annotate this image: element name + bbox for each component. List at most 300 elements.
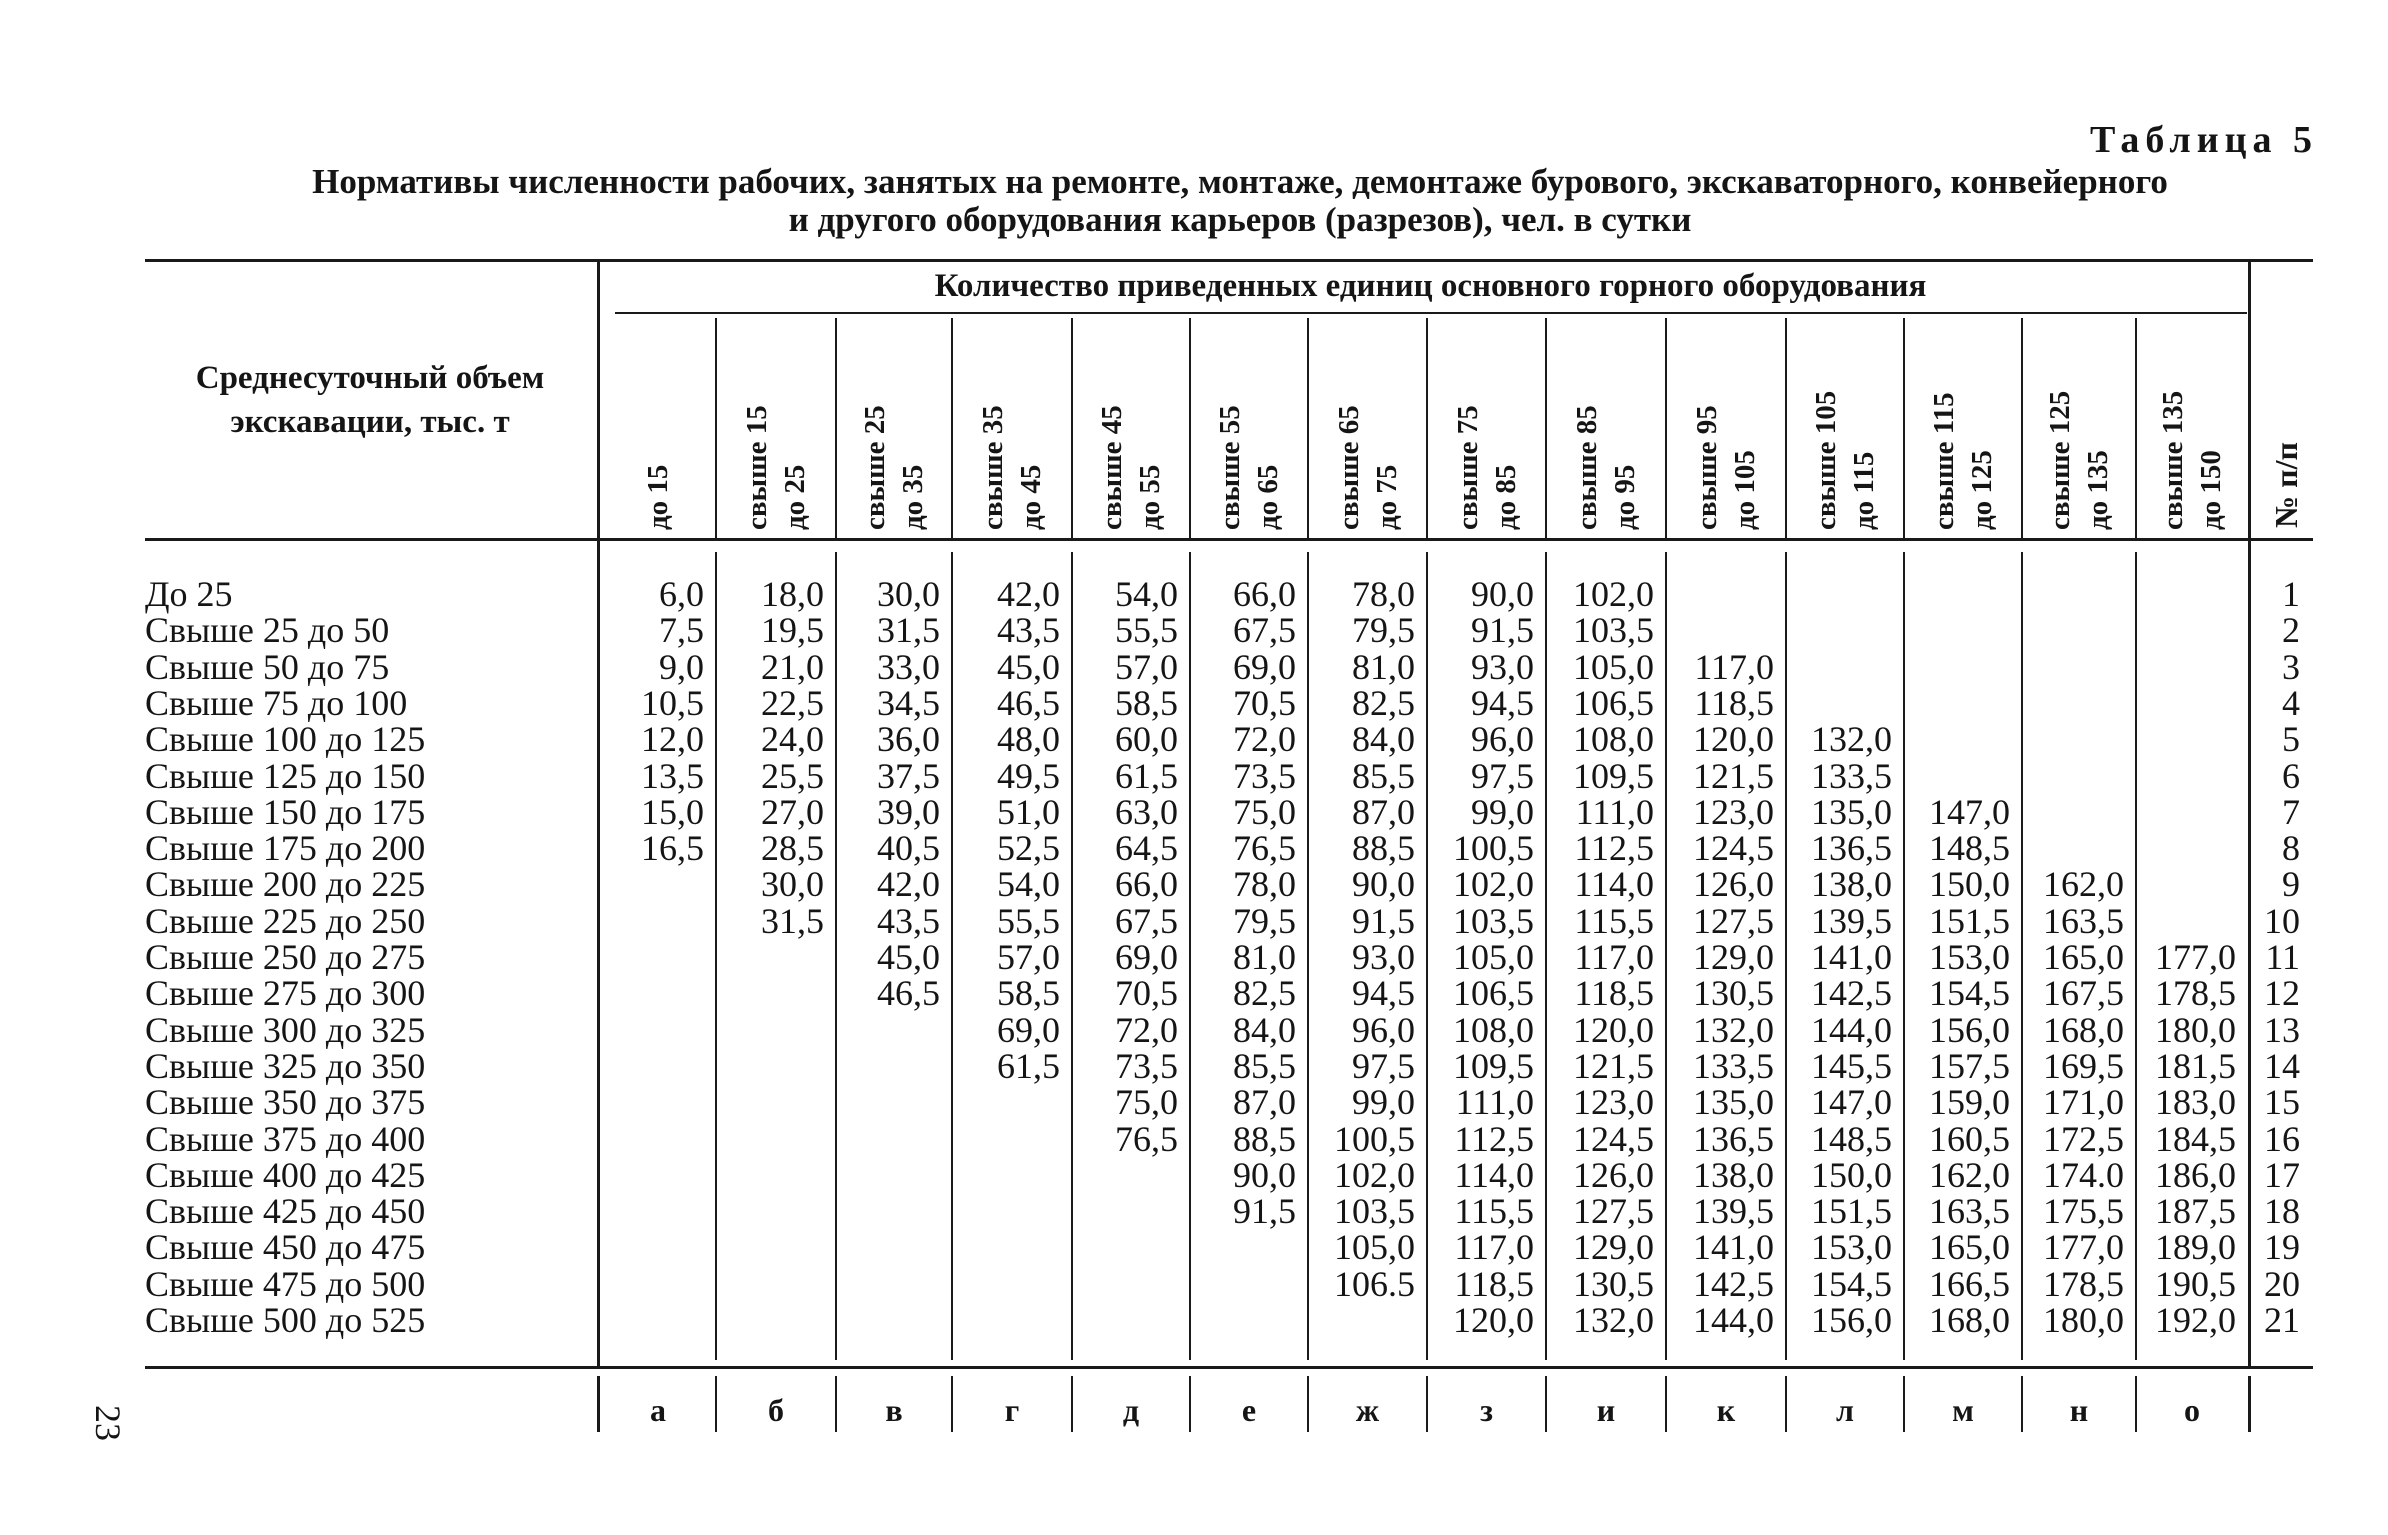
table-cell: 168,0 (2043, 1009, 2124, 1050)
table-cell: 105,0 (1573, 646, 1654, 687)
table-cell: 138,0 (1693, 1154, 1774, 1195)
table-cell: 136,5 (1693, 1118, 1774, 1159)
table-cell: 99,0 (1471, 791, 1534, 832)
table-cell: 70,5 (1115, 973, 1178, 1014)
column-header-line2: до 135 (2082, 450, 2114, 530)
table-cell: 135,0 (1811, 791, 1892, 832)
table-cell: 13,5 (641, 755, 704, 796)
table-cell: 12,0 (641, 719, 704, 760)
table-cell: 96,0 (1352, 1009, 1415, 1050)
table-cell: 66,0 (1115, 864, 1178, 905)
table-cell: 109,5 (1573, 755, 1654, 796)
rule-under-header (145, 538, 2313, 541)
table-cell: 120,0 (1573, 1009, 1654, 1050)
column-header-line1: свыше 85 (1571, 405, 1603, 530)
table-cell: 46,5 (997, 682, 1060, 723)
table-cell: 108,0 (1573, 719, 1654, 760)
column-letter: а (650, 1392, 666, 1428)
table-cell: 94,5 (1471, 682, 1534, 723)
rule-left-of-numbers (2248, 262, 2251, 1367)
table-cell: 163,5 (1929, 1191, 2010, 1232)
table-cell: 52,5 (997, 828, 1060, 869)
table-cell: 175,5 (2043, 1191, 2124, 1232)
table-cell: 33,0 (877, 646, 940, 687)
row-number: 5 (2282, 719, 2300, 760)
table-cell: 10,5 (641, 682, 704, 723)
table-cell: 91,5 (1233, 1191, 1296, 1232)
table-cell: 79,5 (1352, 610, 1415, 651)
row-label: Свыше 500 до 525 (145, 1300, 426, 1340)
column-header-line1: свыше 55 (1214, 405, 1246, 530)
table-cell: 136,5 (1811, 828, 1892, 869)
table-cell: 163,5 (2043, 900, 2124, 941)
table-cell: 162,0 (1929, 1154, 2010, 1195)
table-cell: 88,5 (1352, 828, 1415, 869)
column-header (842, 318, 946, 530)
table-cell: 88,5 (1233, 1118, 1296, 1159)
row-number: 15 (2264, 1082, 2300, 1123)
row-label: Свыше 250 до 275 (145, 937, 426, 977)
table-cell: 147,0 (1929, 791, 2010, 832)
row-number: 7 (2282, 791, 2300, 832)
column-header (1316, 318, 1420, 530)
table-cell: 61,5 (997, 1045, 1060, 1086)
column-rule (1189, 318, 1191, 540)
table-title-line2: и другого оборудования карьеров (разрезов), чел. в сутки (788, 200, 1692, 239)
row-label: Свыше 50 до 75 (145, 646, 390, 687)
column-header (1911, 318, 2015, 530)
table-cell: 78,0 (1352, 574, 1415, 614)
row-number: 1 (2282, 574, 2300, 614)
table-cell: 58,5 (997, 973, 1060, 1014)
table-cell: 34,5 (877, 682, 940, 723)
row-label: Свыше 325 до 350 (145, 1045, 426, 1086)
row-label: Свыше 125 до 150 (145, 755, 426, 796)
rule-under-main-header (615, 312, 2247, 314)
row-number: 20 (2264, 1263, 2300, 1304)
column-header-line2: до 95 (1609, 464, 1641, 530)
rule-bottom (145, 1366, 2313, 1369)
table-cell: 120,0 (1693, 719, 1774, 760)
table-cell: 97,5 (1471, 755, 1534, 796)
column-header-line1: свыше 135 (2157, 390, 2189, 530)
table-cell: 6,0 (659, 574, 704, 614)
row-label: Свыше 275 до 300 (145, 973, 426, 1014)
column-header-line1: свыше 65 (1332, 405, 1365, 530)
table-cell: 36,0 (877, 719, 940, 760)
table-cell: 133,5 (1693, 1045, 1774, 1086)
table-title-line1: Нормативы численности рабочих, занятых на ремонте, монтаже, демонтаже бурового, экскаваторного, конвейерного (312, 162, 2168, 201)
table-cell: 167,5 (2043, 973, 2124, 1014)
table-cell: 78,0 (1233, 864, 1296, 905)
table-cell: 178,5 (2155, 973, 2236, 1014)
table-cell: 135,0 (1693, 1082, 1774, 1123)
row-number: 13 (2264, 1009, 2300, 1050)
column-header-line1: свыше 105 (1810, 390, 1842, 530)
table-cell: 69,0 (1233, 646, 1296, 687)
table-cell: 84,0 (1352, 719, 1415, 760)
table-cell: 31,5 (877, 610, 940, 651)
table-cell: 73,5 (1233, 755, 1296, 796)
column-rule (1545, 318, 1547, 540)
row-number: 9 (2282, 864, 2300, 905)
table-cell: 174.0 (2043, 1154, 2124, 1195)
row-label: Свыше 400 до 425 (145, 1154, 426, 1195)
table-cell: 114,0 (1574, 864, 1654, 905)
row-number: 14 (2264, 1045, 2300, 1086)
table-cell: 139,5 (1811, 900, 1892, 941)
table-cell: 100,5 (1453, 828, 1534, 869)
row-number: 8 (2282, 828, 2300, 869)
table-cell: 127,5 (1573, 1191, 1654, 1232)
table-cell: 123,0 (1573, 1082, 1654, 1123)
table-cell: 22,5 (761, 682, 824, 723)
table-cell: 39,0 (877, 791, 940, 832)
table-cell: 156,0 (1929, 1009, 2010, 1050)
column-letter: з (1480, 1392, 1493, 1428)
table-cell: 114,0 (1454, 1154, 1534, 1195)
table-cell: 132,0 (1693, 1009, 1774, 1050)
column-letter: л (1836, 1392, 1854, 1428)
row-label: Свыше 475 до 500 (145, 1263, 426, 1304)
column-header (1079, 318, 1183, 530)
column-header-line2: до 45 (1015, 464, 1047, 530)
table-cell: 190,5 (2155, 1263, 2236, 1304)
column-rule (1071, 318, 1073, 540)
table-cell: 126,0 (1693, 864, 1774, 905)
table-cell: 42,0 (997, 574, 1060, 614)
table-cell: 126,0 (1573, 1154, 1654, 1195)
table-cell: 57,0 (997, 937, 1060, 977)
table-cell: 75,0 (1115, 1082, 1178, 1123)
table-cell: 123,0 (1693, 791, 1774, 832)
column-header-line2: до 55 (1134, 464, 1166, 530)
table-cell: 67,5 (1115, 900, 1178, 941)
table-cell: 154,5 (1929, 973, 2010, 1014)
table-cell: 90,0 (1471, 574, 1534, 614)
table-cell: 150,0 (1811, 1154, 1892, 1195)
column-header (606, 318, 710, 530)
table-cell: 156,0 (1811, 1300, 1892, 1340)
column-rule (715, 318, 717, 540)
table-cell: 82,5 (1233, 973, 1296, 1014)
table-cell: 115,5 (1454, 1191, 1534, 1232)
column-header-line2: до 35 (897, 464, 929, 530)
table-cell: 139,5 (1693, 1191, 1774, 1232)
table-cell: 121,5 (1693, 755, 1774, 796)
column-header (2027, 318, 2131, 530)
column-header (1674, 318, 1778, 530)
table-cell: 72,0 (1115, 1009, 1178, 1050)
table-cell: 111,0 (1575, 791, 1654, 832)
table-cell: 87,0 (1352, 791, 1415, 832)
table-cell: 45,0 (877, 937, 940, 977)
column-header-line2: до 150 (2195, 450, 2227, 530)
column-header-line1: свыше 125 (2044, 390, 2076, 530)
row-label: Свыше 425 до 450 (145, 1191, 426, 1232)
table-cell: 180,0 (2155, 1009, 2236, 1050)
row-label: Свыше 300 до 325 (145, 1009, 426, 1050)
table-cell: 7,5 (659, 610, 704, 651)
table-cell: 117,0 (1454, 1227, 1534, 1268)
column-rule (2135, 318, 2137, 540)
table-cell: 144,0 (1693, 1300, 1774, 1340)
table-cell: 81,0 (1352, 646, 1415, 687)
table-cell: 81,0 (1233, 937, 1296, 977)
column-header-line2: до 85 (1489, 464, 1522, 530)
table-cell: 99,0 (1352, 1082, 1415, 1123)
row-number: 12 (2264, 973, 2300, 1014)
table-cell: 181,5 (2155, 1045, 2236, 1086)
row-label: Свыше 350 до 375 (145, 1082, 426, 1123)
table-cell: 169,5 (2043, 1045, 2124, 1086)
column-rule (835, 318, 837, 540)
table-cell: 63,0 (1115, 791, 1178, 832)
column-header-line2: до 115 (1848, 451, 1880, 530)
table-cell: 90,0 (1352, 864, 1415, 905)
table-cell: 153,0 (1929, 937, 2010, 977)
column-header (1793, 318, 1897, 530)
column-header-line1: свыше 95 (1691, 405, 1723, 530)
row-number: 2 (2282, 610, 2300, 651)
table-cell: 55,5 (1115, 610, 1178, 651)
table-cell: 97,5 (1352, 1045, 1415, 1086)
table-cell: 165,0 (2043, 937, 2124, 977)
table-cell: 145,5 (1811, 1045, 1892, 1086)
rule-letters-right (2248, 1376, 2251, 1432)
table-cell: 177,0 (2155, 937, 2236, 977)
table-cell: 124,5 (1573, 1118, 1654, 1159)
column-header-line2: до 25 (779, 464, 811, 530)
row-number: 4 (2282, 682, 2300, 723)
column-header-line2: до 65 (1252, 464, 1284, 530)
table-cell: 43,5 (877, 900, 940, 941)
column-letter: и (1596, 1392, 1616, 1428)
column-header-line2: до 105 (1729, 450, 1761, 530)
row-label: Свыше 200 до 225 (145, 864, 426, 905)
row-number: 10 (2264, 900, 2300, 941)
table-cell: 9,0 (659, 646, 704, 687)
table-cell: 37,5 (877, 755, 940, 796)
table-cell: 48,0 (997, 719, 1060, 760)
column-header-line2: до 125 (1966, 450, 1998, 530)
table-cell: 46,5 (877, 973, 940, 1014)
table-cell: 21,0 (761, 646, 824, 687)
row-label: Свыше 225 до 250 (145, 900, 426, 941)
header-main: Количество приведенных единиц основного горного оборудования (934, 268, 1927, 304)
table-cell: 57,0 (1115, 646, 1178, 687)
column-letter: д (1122, 1392, 1140, 1428)
row-label: Свыше 175 до 200 (145, 828, 426, 869)
table-cell: 72,0 (1233, 719, 1296, 760)
column-letter: ж (1355, 1392, 1380, 1428)
row-number: 3 (2282, 646, 2300, 687)
page-number: 23 (88, 1405, 128, 1441)
table-cell: 102,0 (1573, 574, 1654, 614)
table-cell: 129,0 (1573, 1227, 1654, 1268)
table-cell: 82,5 (1352, 682, 1415, 723)
header-row-label (140, 356, 600, 444)
column-letter: м (1952, 1392, 1974, 1428)
table-cell: 105,0 (1453, 937, 1534, 977)
table-cell: 66,0 (1233, 574, 1296, 614)
table-cell: 157,5 (1929, 1045, 2010, 1086)
table-cell: 70,5 (1233, 682, 1296, 723)
table-cell: 177,0 (2043, 1227, 2124, 1268)
table-cell: 45,0 (997, 646, 1060, 687)
table-cell: 84,0 (1233, 1009, 1296, 1050)
table-cell: 120,0 (1453, 1300, 1534, 1340)
table-cell: 96,0 (1471, 719, 1534, 760)
table-cell: 30,0 (761, 864, 824, 905)
table-cell: 58,5 (1115, 682, 1178, 723)
table-cell: 178,5 (2043, 1263, 2124, 1304)
table-cell: 93,0 (1471, 646, 1534, 687)
table-cell: 154,5 (1811, 1263, 1892, 1304)
table-cell: 103,5 (1573, 610, 1654, 651)
header-number-col (2256, 348, 2316, 528)
table-cell: 129,0 (1693, 937, 1774, 977)
table-cell: 121,5 (1573, 1045, 1654, 1086)
table-cell: 106,5 (1453, 973, 1534, 1014)
table-cell: 103,5 (1453, 900, 1534, 941)
table-cell: 19,5 (761, 610, 824, 651)
column-letter: в (885, 1392, 903, 1428)
table-cell: 132,0 (1811, 719, 1892, 760)
table-cell: 49,5 (997, 755, 1060, 796)
table-cell: 69,0 (997, 1009, 1060, 1050)
table-cell: 127,5 (1693, 900, 1774, 941)
row-number: 6 (2282, 755, 2300, 796)
table-cell: 141,0 (1811, 937, 1892, 977)
table-cell: 102,0 (1334, 1154, 1415, 1195)
table-cell: 141,0 (1693, 1227, 1774, 1268)
column-header-line1: до 15 (642, 464, 674, 530)
row-label: Свыше 75 до 100 (145, 682, 408, 723)
table-cell: 75,0 (1233, 791, 1296, 832)
table-cell: 67,5 (1233, 610, 1296, 651)
column-header-line1: свыше 25 (859, 405, 891, 530)
table-cell: 91,5 (1352, 900, 1415, 941)
table-cell: 42,0 (877, 864, 940, 905)
table-cell: 103,5 (1334, 1191, 1415, 1232)
column-rule (2021, 318, 2023, 540)
table-cell: 54,0 (1115, 574, 1178, 614)
table-cell: 159,0 (1929, 1082, 2010, 1123)
table-cell: 31,5 (761, 900, 824, 941)
table-cell: 60,0 (1115, 719, 1178, 760)
header-number-col-label: № п/п (2268, 442, 2304, 528)
column-rule (1307, 318, 1309, 540)
row-label: Свыше 450 до 475 (145, 1227, 426, 1268)
table-cell: 133,5 (1811, 755, 1892, 796)
column-letter: н (2069, 1392, 2089, 1428)
column-rule (1785, 318, 1787, 540)
column-header (1435, 318, 1539, 530)
table-cell: 160,5 (1929, 1118, 2010, 1159)
table-cell: 106,5 (1573, 682, 1654, 723)
table-cell: 87,0 (1233, 1082, 1296, 1123)
table-cell: 100,5 (1334, 1118, 1415, 1159)
table-cell: 130,5 (1693, 973, 1774, 1014)
table-cell: 79,5 (1233, 900, 1296, 941)
table-cell: 138,0 (1811, 864, 1892, 905)
table-cell: 172,5 (2043, 1118, 2124, 1159)
table-cell: 112,5 (1454, 1118, 1534, 1159)
table-cell: 148,5 (1811, 1118, 1892, 1159)
table-cell: 180,0 (2043, 1300, 2124, 1340)
column-header (1197, 318, 1301, 530)
header-row-label-line2: экскавации, тыс. т (230, 404, 510, 440)
table-cell: 91,5 (1471, 610, 1534, 651)
table-cell: 18,0 (761, 574, 824, 614)
table-cell: 192,0 (2155, 1300, 2236, 1340)
table-cell: 102,0 (1453, 864, 1534, 905)
table-cell: 162,0 (2043, 864, 2124, 905)
table-cell: 28,5 (761, 828, 824, 869)
table-cell: 166,5 (1929, 1263, 2010, 1304)
column-header (2140, 318, 2244, 530)
table-cell: 132,0 (1573, 1300, 1654, 1340)
column-letter: к (1716, 1392, 1736, 1428)
table-cell: 85,5 (1352, 755, 1415, 796)
table-cell: 40,5 (877, 828, 940, 869)
table-cell: 151,5 (1929, 900, 2010, 941)
row-number: 11 (2265, 937, 2300, 977)
row-label: Свыше 25 до 50 (145, 610, 390, 651)
column-header-line1: свыше 115 (1928, 392, 1960, 530)
table-cell: 150,0 (1929, 864, 2010, 905)
table-cell: 30,0 (877, 574, 940, 614)
table-cell: 16,5 (641, 828, 704, 869)
column-header (960, 318, 1064, 530)
column-rule (951, 318, 953, 540)
table-cell: 64,5 (1115, 828, 1178, 869)
table-cell: 90,0 (1233, 1154, 1296, 1195)
table-cell: 15,0 (641, 791, 704, 832)
table-cell: 43,5 (997, 610, 1060, 651)
row-number: 17 (2264, 1154, 2300, 1195)
table-cell: 142,5 (1693, 1263, 1774, 1304)
table-cell: 148,5 (1929, 828, 2010, 869)
table-cell: 76,5 (1233, 828, 1296, 869)
table-cell: 168,0 (1929, 1300, 2010, 1340)
table-cell: 105,0 (1334, 1227, 1415, 1268)
column-letter: г (1004, 1392, 1020, 1428)
column-header-line1: свыше 75 (1451, 405, 1484, 530)
table-cell: 85,5 (1233, 1045, 1296, 1086)
table-cell: 151,5 (1811, 1191, 1892, 1232)
table-cell: 118,5 (1574, 973, 1654, 1014)
table-cell: 183,0 (2155, 1082, 2236, 1123)
table-cell: 51,0 (997, 791, 1060, 832)
column-rule (1665, 318, 1667, 540)
table-cell: 76,5 (1115, 1118, 1178, 1159)
table-cell: 93,0 (1352, 937, 1415, 977)
table-cell: 144,0 (1811, 1009, 1892, 1050)
table-cell: 124,5 (1693, 828, 1774, 869)
row-number: 16 (2264, 1118, 2300, 1159)
table-cell: 153,0 (1811, 1227, 1892, 1268)
row-label: Свыше 150 до 175 (145, 791, 426, 832)
table-cell: 165,0 (1929, 1227, 2010, 1268)
table-cell: 130,5 (1573, 1263, 1654, 1304)
table-cell: 187,5 (2155, 1191, 2236, 1232)
table-cell: 117,0 (1574, 937, 1654, 977)
row-number: 21 (2264, 1300, 2300, 1340)
column-rule (1903, 318, 1905, 540)
table-cell: 118,5 (1694, 682, 1774, 723)
